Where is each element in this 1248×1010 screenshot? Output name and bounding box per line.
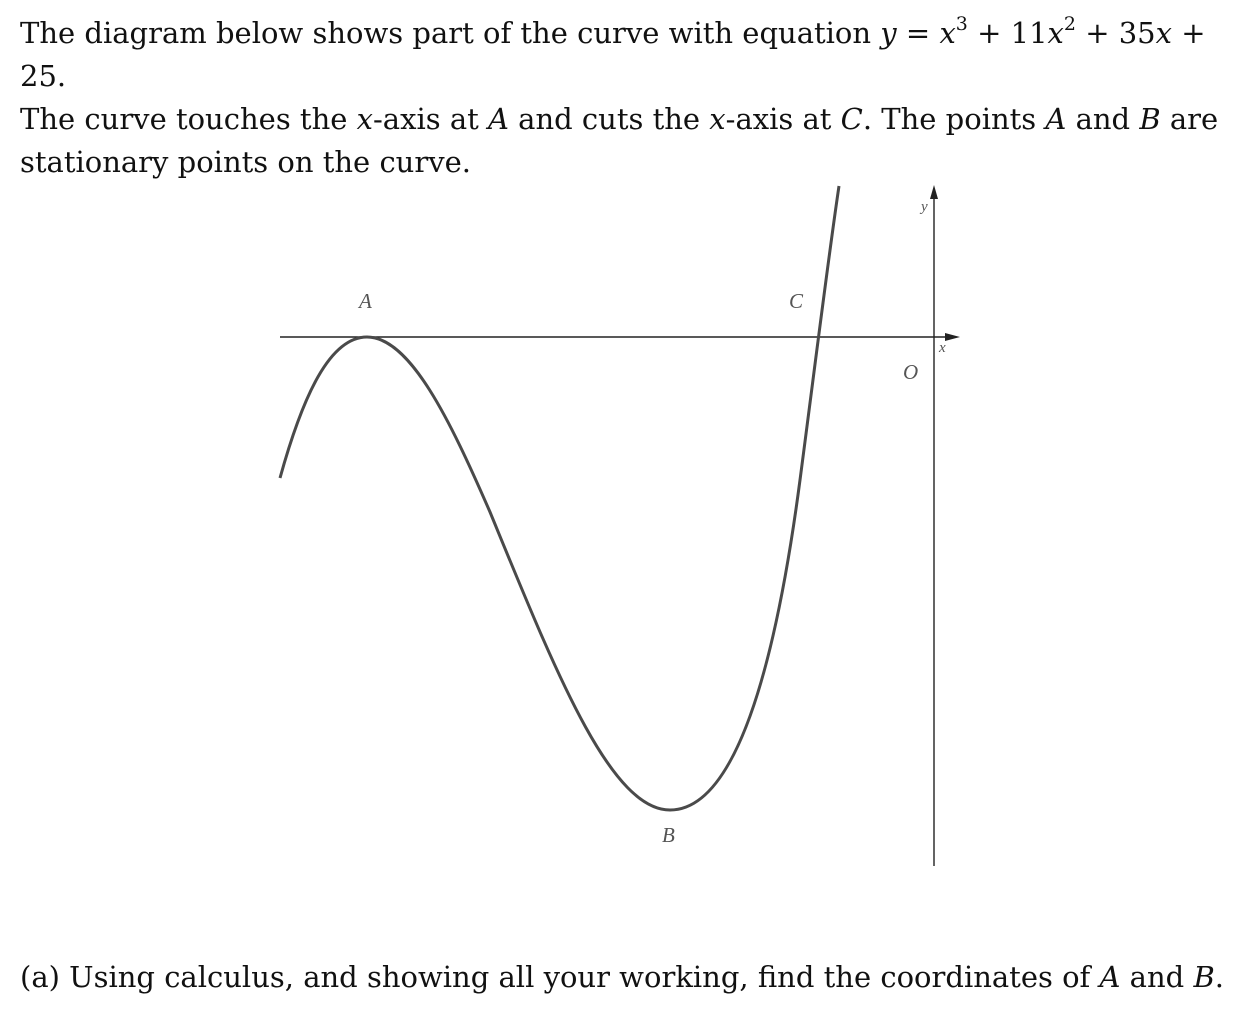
label-b: B	[662, 823, 675, 847]
math-point-a: A	[1099, 960, 1121, 994]
equation-equals: =	[896, 16, 940, 50]
question-part-a	[20, 956, 1224, 999]
math-point-a: A	[1045, 102, 1067, 136]
problem-line-2-part: . The points	[862, 102, 1046, 136]
y-axis-arrow-icon	[930, 185, 938, 199]
label-c: C	[789, 289, 804, 313]
label-a: A	[359, 289, 372, 313]
equation-exponent-2: 2	[1063, 13, 1076, 35]
problem-line-2-part: and	[1066, 102, 1140, 136]
math-point-c: C	[840, 102, 863, 136]
math-point-a: A	[487, 102, 509, 136]
x-axis-arrow-icon	[945, 333, 960, 341]
problem-line-1-text: The diagram below shows part of the curve with equation	[20, 16, 881, 50]
label-y-axis: y	[921, 199, 928, 215]
problem-line-2-part: are	[1160, 102, 1219, 136]
equation-x-cubed: x	[939, 16, 956, 50]
equation-y: y	[880, 16, 897, 50]
math-point-b: B	[1193, 960, 1215, 994]
math-x: x	[356, 102, 373, 136]
problem-line-2-part: -axis at	[373, 102, 488, 136]
problem-line-2-part: and cuts the	[508, 102, 710, 136]
equation-plus-25: + 25.	[20, 16, 1206, 93]
equation-plus-11: + 11	[967, 16, 1048, 50]
math-point-b: B	[1139, 102, 1161, 136]
equation-exponent-3: 3	[955, 13, 968, 35]
label-x-axis: x	[939, 340, 946, 356]
equation-plus-35: + 35	[1075, 16, 1156, 50]
equation-x-squared: x	[1047, 16, 1064, 50]
math-x: x	[709, 102, 726, 136]
problem-line-2-part: -axis at	[725, 102, 841, 136]
equation-x: x	[1155, 16, 1172, 50]
problem-line-2-part: The curve touches the	[20, 102, 357, 136]
label-origin: O	[903, 360, 919, 384]
question-text: (a) Using calculus, and showing all your working, find the coordinates of	[20, 960, 1100, 994]
cubic-curve	[280, 186, 839, 810]
question-and: and	[1120, 960, 1194, 994]
problem-line-3: stationary points on the curve.	[20, 145, 471, 179]
question-end: .	[1214, 960, 1224, 994]
